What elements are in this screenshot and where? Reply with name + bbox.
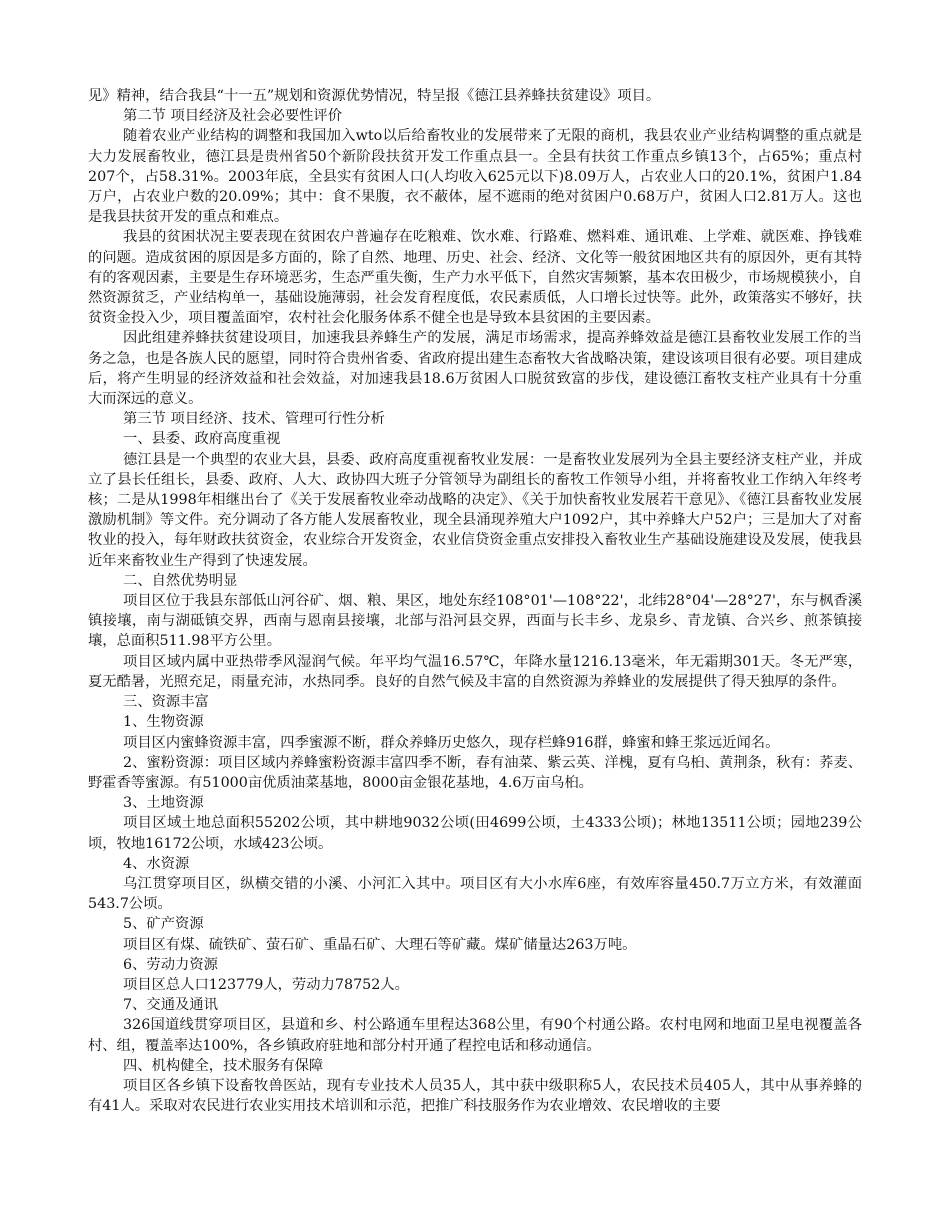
paragraph: 德江县是一个典型的农业大县，县委、政府高度重视畜牧业发展：一是畜牧业发展列为全县主要经济支柱产业，并成立了县长任组长，县委、政府、人大、政协四大班子分管领导为副组长的畜牧工作领导小组，并将畜牧业工作纳入年终考核；二是从1998年相继出台了《关于发展畜牧业牵动战略的决定》、《关于加快畜牧业发展若干意见》、《德江县畜牧业发展激励机制》等文件。充分调动了各方能人发展畜牧业，现全县涌现养殖大户1092户，其中养蜂大户52户；三是加大了对畜牧业的投入，每年财政扶贫资金，农业综合开发资金，农业信贷资金重点安排投入畜牧业生产基础设施建设及发展，使我县近年来畜牧业生产得到了快速发展。 [88,451,862,569]
item-heading: 6、劳动力资源 [123,956,218,973]
paragraph: 随着农业产业结构的调整和我国加入wto以后给畜牧业的发展带来了无限的商机，我县农业产业结构调整的重点就是大力发展畜牧业，德江县是贵州省50个新阶段扶贫开发工作重点县一。全县有扶贫工作重点乡镇13个，占65%；重点村207个，占58.31%。2003年底，全县实有贫困人口(人均收入625元以下)8.09万人，占农业人口的20.1%，贫困户1.84万户，占农业户数的20.09%；其中：食不果腹，衣不蔽体，屋不遮雨的绝对贫困户0.68万户，贫困人口2.81万人。这也是我县扶贫开发的重点和难点。 [88,128,862,226]
paragraph: 项目区有煤、硫铁矿、萤石矿、重晶石矿、大理石等矿藏。煤矿储量达263万吨。 [123,936,637,953]
item-heading: 7、交通及通讯 [123,997,218,1014]
item-heading: 5、矿产资源 [123,916,204,933]
section-heading: 第二节 项目经济及社会必要性评价 [123,108,343,125]
paragraph: 项目区各乡镇下设畜牧兽医站，现有专业技术人员35人，其中获中级职称5人，农民技术员405人，其中从事养蜂的有41人。采取对农民进行农业实用技术培训和示范，把推广科技服务作为农业增效、农民增收的主要 [88,1077,862,1115]
paragraph: 见》精神，结合我县“十一五”规划和资源优势情况，特呈报《德江县养蜂扶贫建设》项目。 [88,88,661,104]
subsection-heading: 二、自然优势明显 [123,572,238,589]
item-heading: 1、生物资源 [123,714,204,731]
subsection-heading: 三、资源丰富 [123,694,209,711]
paragraph: 项目区域土地总面积55202公顷，其中耕地9032公顷(田4699公顷，土4333公顷)；林地13511公顷；园地239公顷，牧地16172公顷，水域423公顷。 [88,815,862,852]
paragraph: 2、蜜粉资源：项目区域内养蜂蜜粉资源丰富四季不断，春有油菜、紫云英、洋槐，夏有乌桕、黄荆条，秋有：荞麦、野霍香等蜜源。有51000亩优质油菜基地，8000亩金银花基地，4.6万亩乌桕。 [88,754,862,791]
subsection-heading: 一、县委、政府高度重视 [123,431,281,448]
paragraph: 项目区域内属中亚热带季风湿润气候。年平均气温16.57℃，年降水量1216.13毫米，年无霜期301天。冬无严寒，夏无酷暑，光照充足，雨量充沛，水热同季。良好的自然气候及丰富的自然资源为养蜂业的发展提供了得天独厚的条件。 [88,653,862,690]
subsection-heading: 四、机构健全，技术服务有保障 [123,1057,324,1074]
section-heading: 第三节 项目经济、技术、管理可行性分析 [123,411,385,428]
paragraph: 我县的贫困状况主要表现在贫困农户普遍存在吃粮难、饮水难、行路难、燃料难、通讯难、上学难、就医难、挣钱难的问题。造成贫困的原因是多方面的，除了自然、地理、历史、社会、经济、文化等一般贫困地区共有的原因外，更有其特有的客观因素，主要是生存环境恶劣，生态严重失衡，生产力水平低下，自然灾害频繁，基本农田极少，市场规模狭小，自然资源贫乏，产业结构单一，基础设施薄弱，社会发育程度低，农民素质低，人口增长过快等。此外，政策落实不够好，扶贫资金投入少，项目覆盖面窄，农村社会化服务体系不健全也是导致本县贫困的主要因素。 [88,229,862,327]
item-heading: 4、水资源 [123,855,190,872]
paragraph: 326国道线贯穿项目区，县道和乡、村公路通车里程达368公里，有90个村通公路。农村电网和地面卫星电视覆盖各村、组，覆盖率达100%，各乡镇政府驻地和部分村开通了程控电话和移动通信。 [88,1017,862,1054]
paragraph: 因此组建养蜂扶贫建设项目，加速我县养蜂生产的发展，满足市场需求，提高养蜂效益是德江县畜牧业发展工作的当务之急，也是各族人民的愿望，同时符合贵州省委、省政府提出建生态畜牧大省战略决策，建设该项目很有必要。项目建成后，将产生明显的经济效益和社会效益，对加速我县18.6万贫困人口脱贫致富的步伐，建设德江畜牧支柱产业具有十分重大而深远的意义。 [88,330,862,408]
paragraph: 项目区内蜜蜂资源丰富，四季蜜源不断，群众养蜂历史悠久，现存栏蜂916群，蜂蜜和蜂王浆远近闻名。 [123,734,780,751]
item-heading: 3、土地资源 [123,795,204,812]
paragraph: 乌江贯穿项目区，纵横交错的小溪、小河汇入其中。项目区有大小水库6座，有效库容量450.7万立方米，有效灌面543.7公顷。 [88,875,862,913]
paragraph: 项目区位于我县东部低山河谷矿、烟、粮、果区，地处东经108°01'—108°22'，北纬28°04'—28°27'，东与枫香溪镇接壤，南与湖砥镇交界，西南与恩南县接壤，北部与沿河县交界，西面与长丰乡、龙泉乡、青龙镇、合兴乡、煎茶镇接壤，总面积511.98平方公里。 [88,593,862,650]
paragraph: 项目区总人口123779人，劳动力78752人。 [123,976,409,993]
